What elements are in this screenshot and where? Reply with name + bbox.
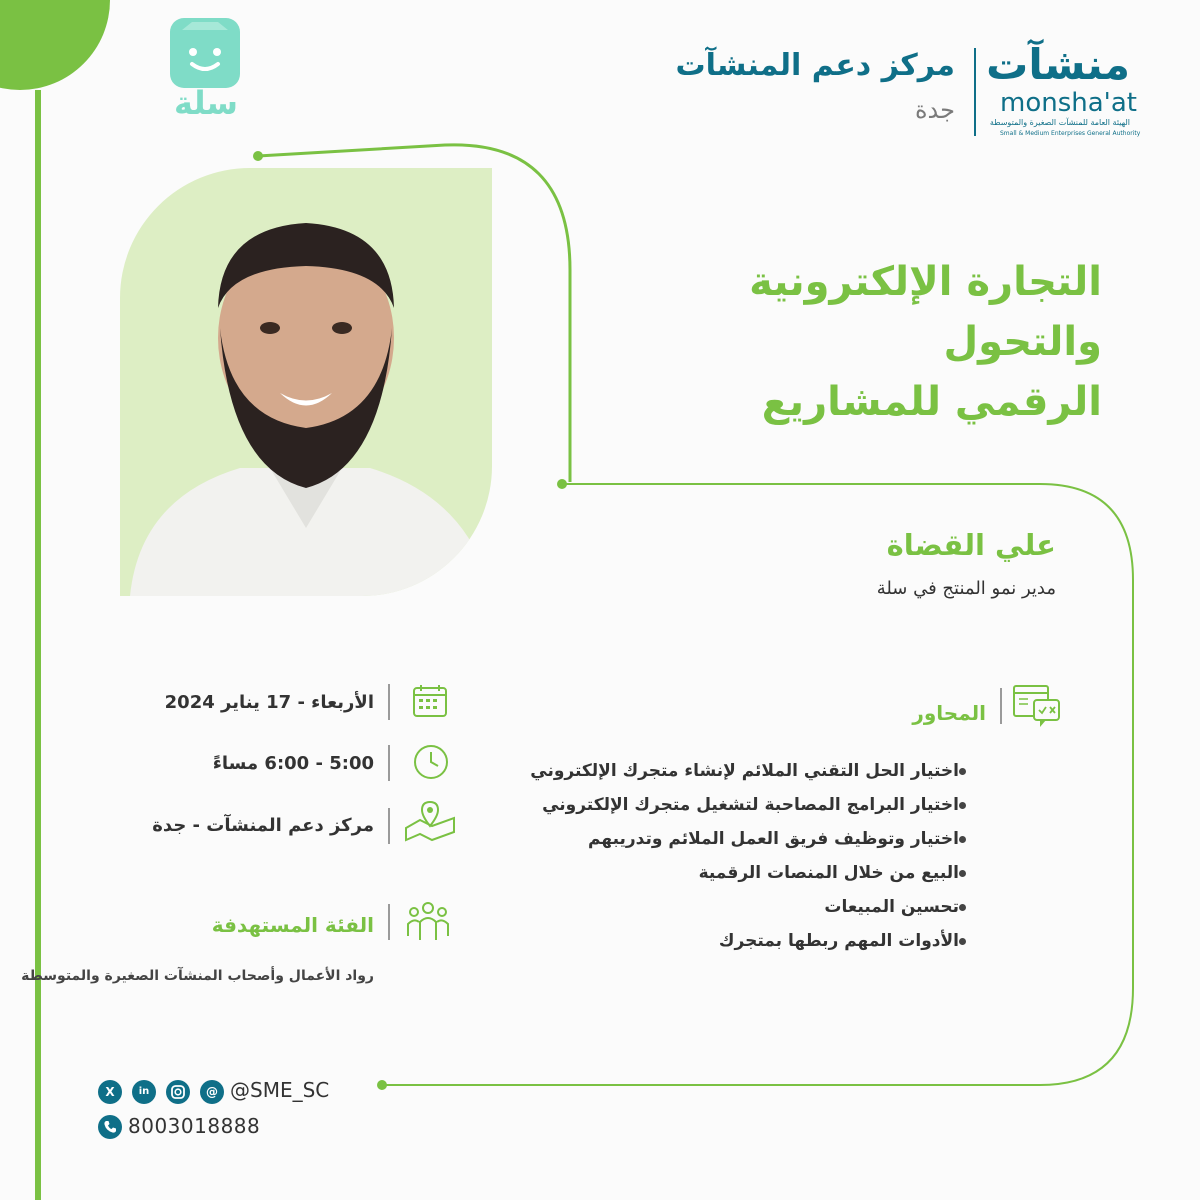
bullet-icon xyxy=(959,802,966,809)
speaker-role: مدير نمو المنتج في سلة xyxy=(876,578,1056,599)
list-item: البيع من خلال المنصات الرقمية xyxy=(530,856,986,890)
bullet-icon xyxy=(959,938,966,945)
people-group-icon xyxy=(404,900,452,950)
social-handle[interactable]: @SME_SC xyxy=(230,1078,330,1102)
list-item: اختيار البرامج المصاحبة لتشغيل متجرك الإلكتروني xyxy=(530,788,986,822)
threads-icon[interactable]: @ xyxy=(200,1080,224,1104)
phone-icon xyxy=(98,1115,122,1139)
clock-icon xyxy=(412,743,450,785)
bullet-icon xyxy=(959,870,966,877)
date-divider xyxy=(388,684,390,720)
list-item: اختيار الحل التقني الملائم لإنشاء متجرك الإلكتروني xyxy=(530,754,986,788)
monshaat-logo-english: monsha'at xyxy=(1000,88,1137,118)
speaker-name: علي القضاة xyxy=(886,528,1056,562)
topics-divider xyxy=(1000,688,1002,724)
linkedin-icon[interactable]: in xyxy=(132,1080,156,1104)
audience-heading: الفئة المستهدفة xyxy=(211,913,374,937)
bullet-icon xyxy=(959,836,966,843)
event-time: 5:00 - 6:00 مساءً xyxy=(212,753,374,774)
topics-heading: المحاور xyxy=(912,701,986,725)
event-title-line2: الرقمي للمشاريع xyxy=(761,379,1102,425)
event-title xyxy=(582,252,1102,432)
event-date: الأربعاء - 17 يناير 2024 xyxy=(164,692,374,713)
monshaat-logo-subtitle-en: Small & Medium Enterprises General Authority xyxy=(1000,130,1141,137)
calendar-icon xyxy=(412,684,448,722)
monshaat-logo-subtitle-ar: الهيئة العامة للمنشآت الصغيرة والمتوسطة xyxy=(989,118,1130,127)
speaker-portrait-image xyxy=(120,168,492,596)
header-title: مركز دعم المنشآت xyxy=(675,48,955,83)
topics-icon xyxy=(1012,684,1062,734)
audience-text: رواد الأعمال وأصحاب المنشآت الصغيرة والمتوسطة xyxy=(21,968,374,984)
salla-wordmark: سلة xyxy=(174,84,238,122)
instagram-icon[interactable] xyxy=(166,1080,190,1104)
monshaat-logo-arabic: منشآت xyxy=(986,40,1130,89)
speaker-photo xyxy=(120,168,492,596)
location-divider xyxy=(388,808,390,844)
x-icon[interactable]: X xyxy=(98,1080,122,1104)
time-divider xyxy=(388,745,390,781)
list-item: تحسين المبيعات xyxy=(530,890,986,924)
bullet-icon xyxy=(959,904,966,911)
event-title-line1: التجارة الإلكترونية والتحول xyxy=(749,259,1102,365)
audience-divider xyxy=(388,904,390,940)
list-item: اختيار وتوظيف فريق العمل الملائم وتدريبهم xyxy=(530,822,986,856)
phone-number[interactable]: 8003018888 xyxy=(128,1114,261,1138)
event-location: مركز دعم المنشآت - جدة xyxy=(152,815,374,836)
map-pin-icon xyxy=(402,798,458,846)
bullet-icon xyxy=(959,768,966,775)
topics-list xyxy=(530,754,986,958)
header-city: جدة xyxy=(914,96,955,124)
list-item: الأدوات المهم ربطها بمتجرك xyxy=(530,924,986,958)
